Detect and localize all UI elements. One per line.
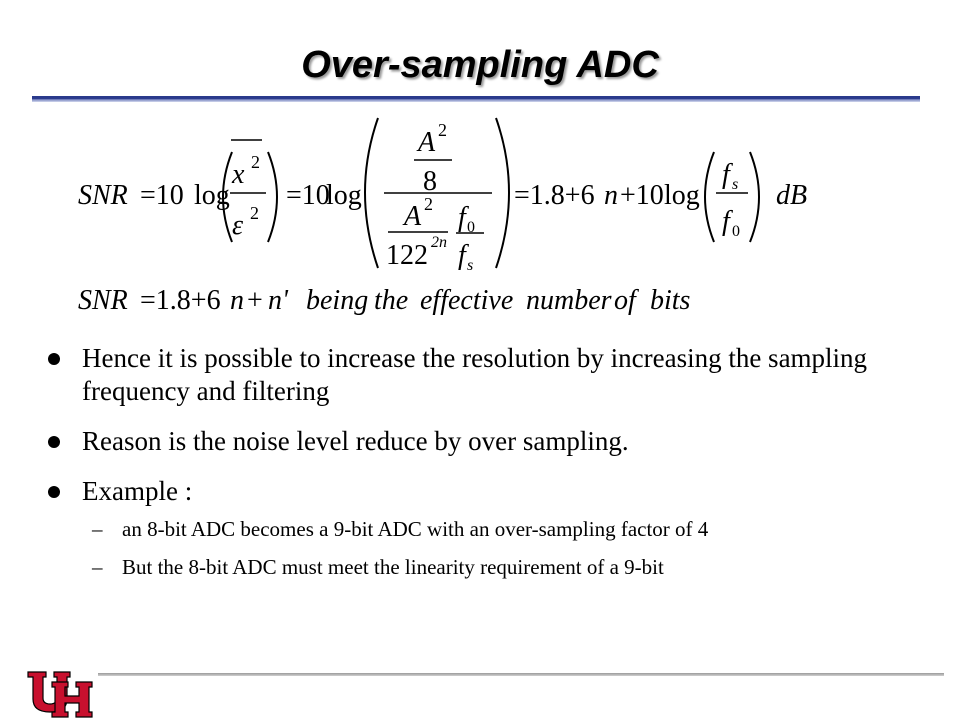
bullet-dot-icon: [48, 486, 60, 498]
svg-text:of: of: [614, 285, 636, 316]
bullet-text: Hence it is possible to increase the resolution by increasing the sampling frequency and filtering: [82, 343, 868, 406]
svg-text:f: f: [458, 240, 466, 271]
svg-text:s: s: [467, 257, 474, 274]
svg-text:2: 2: [250, 203, 259, 223]
svg-text:number: number: [526, 285, 612, 316]
svg-text:SNR: SNR: [78, 180, 128, 211]
svg-text:being: being: [306, 285, 369, 316]
svg-text:2: 2: [251, 152, 260, 172]
svg-text:log: log: [194, 180, 230, 211]
svg-text:log: log: [326, 180, 362, 211]
svg-text:the: the: [374, 285, 409, 316]
svg-text:0: 0: [467, 219, 475, 236]
svg-text:n: n: [604, 180, 618, 211]
sub-bullet-text: But the 8-bit ADC must meet the linearity requirement of a 9-bit: [122, 555, 664, 579]
svg-text:dB: dB: [776, 180, 808, 211]
bullet-item: [46, 425, 926, 458]
svg-text:0: 0: [732, 223, 740, 240]
bullet-list: [46, 342, 926, 592]
svg-text:bits: bits: [650, 285, 691, 316]
bullet-text: Reason is the noise level reduce by over sampling.: [82, 426, 629, 456]
snr-equations: [0, 0, 960, 320]
svg-text:SNR: SNR: [78, 285, 128, 316]
sub-bullet-item: [46, 554, 926, 580]
sub-bullet-dash: –: [92, 555, 103, 579]
sub-bullet-text: an 8-bit ADC becomes a 9-bit ADC with an over-sampling factor of 4: [122, 517, 709, 541]
page-title: Over-sampling ADC: [301, 44, 659, 86]
svg-text:2: 2: [424, 194, 433, 214]
svg-text:n: n: [230, 285, 244, 316]
bullet-item: [46, 475, 926, 508]
bullet-dot-icon: [48, 436, 60, 448]
equation-graphic: [0, 0, 960, 320]
svg-text:effective: effective: [420, 285, 514, 316]
bullet-text: Example :: [82, 476, 193, 506]
svg-text:f: f: [458, 202, 466, 233]
sub-bullet-item: [46, 516, 926, 542]
svg-text:x: x: [232, 159, 245, 190]
svg-text:A: A: [404, 201, 422, 232]
svg-text:f: f: [722, 206, 730, 237]
footer-rule: [98, 673, 944, 676]
svg-text:A: A: [418, 127, 436, 158]
svg-text:ε: ε: [232, 210, 244, 241]
bullet-dot-icon: [48, 353, 60, 365]
svg-text:8: 8: [423, 166, 437, 197]
svg-text:n': n': [268, 285, 288, 316]
svg-text:log: log: [664, 180, 700, 211]
snr-equation-full: [78, 118, 807, 274]
svg-text:=1.8+6: =1.8+6: [140, 285, 221, 316]
svg-text:2: 2: [414, 240, 428, 271]
svg-text:=1.8+6: =1.8+6: [514, 180, 595, 211]
svg-text:12: 12: [386, 240, 414, 271]
university-logo-icon: [24, 668, 96, 720]
svg-text:+: +: [247, 285, 263, 316]
svg-text:2n: 2n: [431, 234, 447, 251]
svg-text:s: s: [732, 176, 739, 193]
sub-bullet-dash: –: [92, 517, 103, 541]
svg-text:=10: =10: [140, 180, 184, 211]
bullet-item: [46, 342, 926, 408]
svg-text:+10: +10: [620, 180, 664, 211]
svg-text:=10: =10: [286, 180, 330, 211]
snr-equation-effective: [78, 285, 691, 316]
svg-text:2: 2: [438, 120, 447, 140]
svg-text:f: f: [722, 159, 730, 190]
